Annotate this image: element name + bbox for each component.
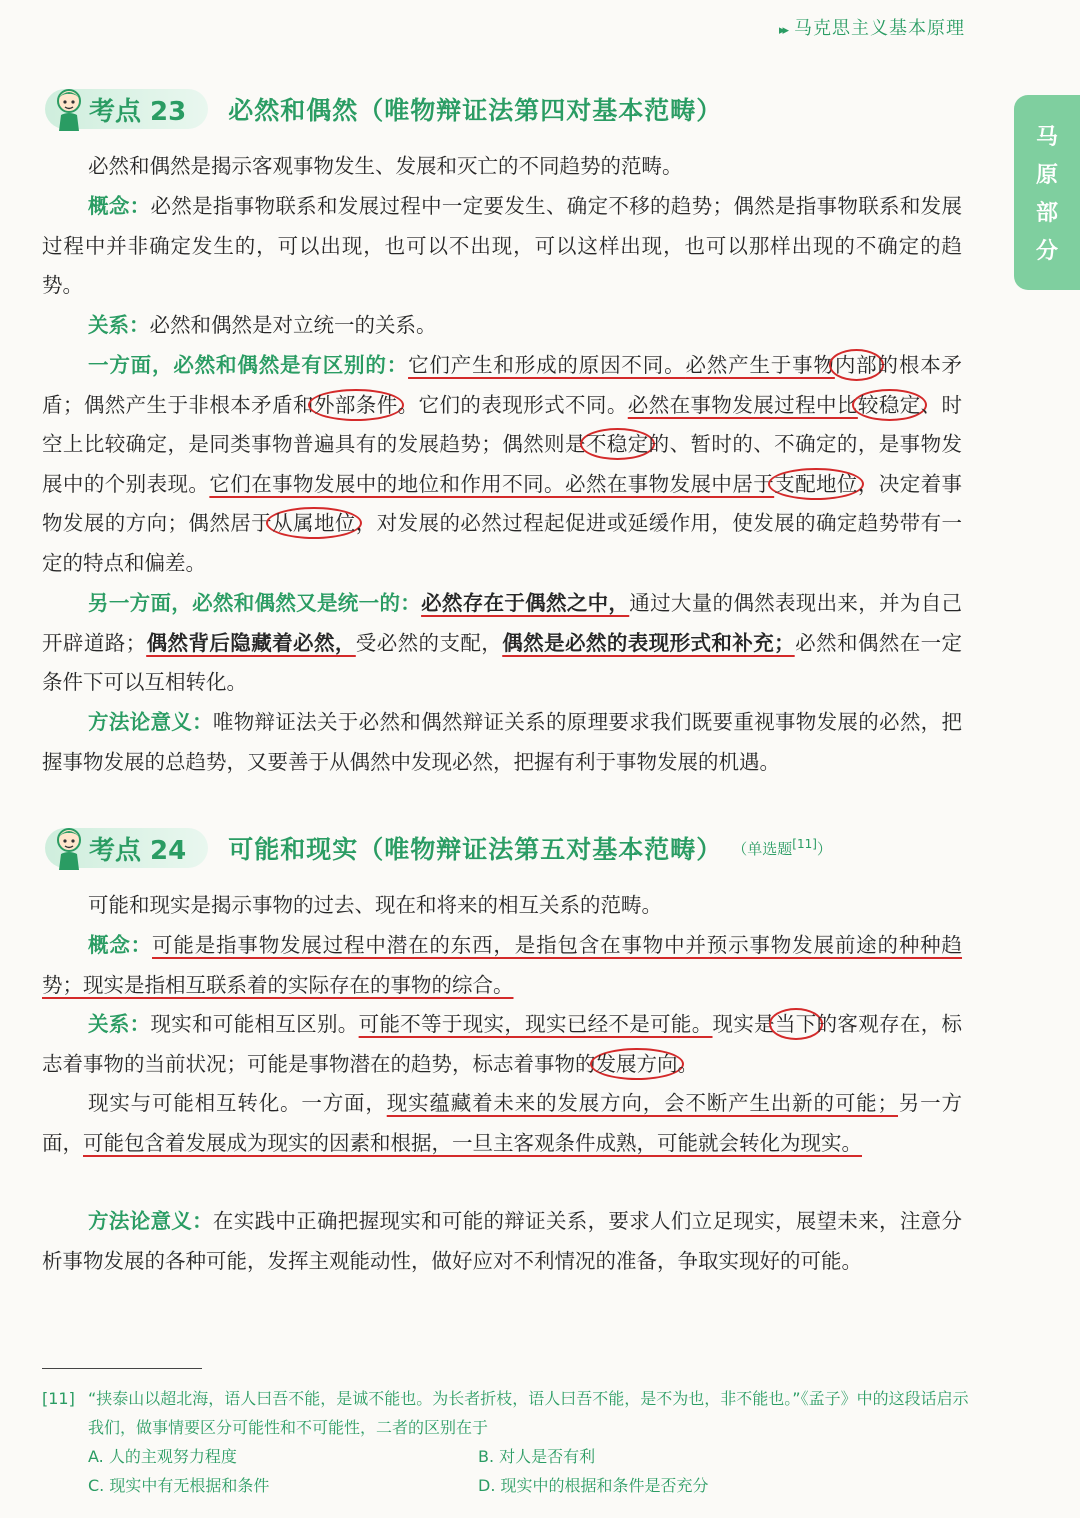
tab-char: 原 xyxy=(1035,163,1058,188)
text: 必然是指事物联系和发展过程中一定要发生、确定不移的趋势；偶然是指事物联系和发展过程中并非确定发生的，可以出现，也可以不出现，可以这样出现，也可以那样出现的不确定的趋势。 xyxy=(42,194,962,297)
section-badge xyxy=(45,828,208,868)
footnote-text: “挟泰山以超北海，语人曰吾不能，是诚不能也。为长者折枝，语人曰吾不能，是不为也，非不能也。”《孟子》中的这段话启示我们，做事情要区分可能性和不可能性，二者的区别在于 xyxy=(88,1389,969,1437)
footnote-divider xyxy=(42,1368,202,1369)
circled-text: 当下 xyxy=(769,1008,823,1040)
term-label: 概念： xyxy=(88,933,153,957)
underlined-text: 它们产生和形成的原因不同。 xyxy=(408,353,686,377)
text: 在实践中正确把握现实和可能的辩证关系，要求人们立足现实，展望未来，注意分析事物发展的各种可能，发挥主观能动性，做好应对不利情况的准备，争取实现好的可能。 xyxy=(42,1209,963,1273)
text: 。 xyxy=(677,1051,698,1076)
paragraph xyxy=(42,306,962,346)
paragraph xyxy=(42,1005,962,1084)
section-badge xyxy=(45,89,208,129)
note-text: （单选题 xyxy=(732,840,793,858)
paragraph xyxy=(42,346,962,583)
bold-underlined-text: 偶然背后隐藏着必然， xyxy=(146,630,356,655)
section-number: 考点 23 xyxy=(89,96,187,127)
text: 现实与可能相互转化。一方面， xyxy=(88,1091,387,1115)
section-23-heading xyxy=(45,84,722,134)
text: 、时空上比较确定，是同类事物普遍具有的发展趋势；偶然则是 xyxy=(42,392,963,456)
term-label: 概念： xyxy=(88,194,151,218)
underlined-text: 可能不等于现实，现实已经不是可能。 xyxy=(358,1012,713,1036)
double-arrow-icon: ▸▸ xyxy=(778,23,786,38)
section-title: 可能和现实（唯物辩证法第五对基本范畴） xyxy=(228,835,723,864)
term-label: 关系： xyxy=(88,1012,151,1036)
footnote-question xyxy=(42,1384,972,1442)
paragraph xyxy=(42,1084,962,1163)
paragraph xyxy=(42,584,962,703)
text: 通过大量的偶然表现出来，并为自己开辟道路； xyxy=(42,591,963,655)
underlined-text: 必然在事物发展中居于 xyxy=(564,471,775,496)
term-label: 一方面，必然和偶然是有区别的： xyxy=(88,353,409,377)
mascot-icon xyxy=(53,826,85,870)
text: 必然和偶然是对立统一的关系。 xyxy=(149,313,437,337)
text: 现实和可能相互区别。 xyxy=(150,1012,359,1036)
header-title: 马克思主义基本原理 xyxy=(794,18,965,39)
section-title: 必然和偶然（唯物辩证法第四对基本范畴） xyxy=(228,96,723,125)
text: ，决定着事物发展的方向；偶然居于 xyxy=(42,471,963,535)
paragraph xyxy=(42,886,962,926)
bold-underlined-text: 必然存在于偶然之中， xyxy=(421,591,630,615)
circled-text: 从属地位 xyxy=(266,507,362,539)
paragraph xyxy=(42,147,962,187)
term-label: 另一方面，必然和偶然又是统一的： xyxy=(88,591,422,615)
tab-char: 马 xyxy=(1035,125,1058,150)
paragraph xyxy=(42,926,962,1005)
underlined-text: 必然在事物发展过程中比 xyxy=(627,392,858,417)
footnote-ref[interactable]: [11] xyxy=(792,837,817,851)
text: 必然和偶然在一定条件下可以互相转化。 xyxy=(42,630,963,694)
text: 的、暂时的、不确定的，是事物发展中的个别表现。 xyxy=(42,432,963,496)
section-number: 考点 24 xyxy=(89,835,187,866)
text: 唯物辩证法关于必然和偶然辩证关系的原理要求我们既要重视事物发展的必然，把握事物发展的总趋势，又要善于从偶然中发现必然，把握有利于事物发展的机遇。 xyxy=(42,710,963,774)
tab-char: 分 xyxy=(1035,239,1058,264)
term-label: 关系： xyxy=(88,313,150,337)
option-a: A. 人的主观努力程度 xyxy=(88,1447,237,1466)
text: 可能和现实是揭示事物的过去、现在和将来的相互关系的范畴。 xyxy=(88,893,662,917)
circled-text: 支配地位 xyxy=(768,468,864,500)
circled-text: 外部条件 xyxy=(308,389,404,421)
underlined-text: 必然产生于事物 xyxy=(685,353,835,377)
circled-text: 发展方向 xyxy=(590,1048,684,1080)
option-b: B. 对人是否有利 xyxy=(478,1447,596,1466)
question-type-note xyxy=(732,837,832,859)
option-d: D. 现实中的根据和条件是否充分 xyxy=(478,1476,709,1495)
term-label: 方法论意义： xyxy=(88,1209,213,1233)
circled-text: 较稳定 xyxy=(852,389,927,421)
tab-char: 部 xyxy=(1035,201,1058,226)
term-label: 方法论意义： xyxy=(88,710,213,734)
circled-text: 不稳定 xyxy=(580,428,655,460)
footnote xyxy=(42,1384,972,1500)
underlined-text: 它们在事物发展中的地位和作用不同。 xyxy=(209,471,565,496)
underlined-text: 可能包含着发展成为现实的因素和根据，一旦主客观条件成熟，可能就会转化为现实。 xyxy=(83,1130,862,1155)
text: 受必然的支配， xyxy=(355,630,503,655)
text: 现实是 xyxy=(712,1012,775,1036)
text: 必然和偶然是揭示客观事物发生、发展和灭亡的不同趋势的范畴。 xyxy=(88,154,683,178)
text: 的根本矛盾；偶然产生于非根本矛盾和 xyxy=(42,353,963,417)
paragraph xyxy=(42,1202,962,1281)
mascot-icon xyxy=(53,87,85,131)
text: 另一方面， xyxy=(42,1091,963,1155)
paragraph xyxy=(42,703,962,782)
footnote-number: [11] xyxy=(42,1389,75,1408)
text: 。它们的表现形式不同。 xyxy=(397,392,628,417)
section-24-heading xyxy=(45,823,832,873)
bold-underlined-text: 偶然是必然的表现形式和补充； xyxy=(502,630,795,655)
option-c: C. 现实中有无根据和条件 xyxy=(88,1476,270,1495)
chapter-tab xyxy=(1014,95,1080,290)
underlined-text: 可能是指事物发展过程中潜在的东西，是指包含在事物中并预示事物发展前途的种种趋势；现实是指相互联系着的实际存在的事物的综合。 xyxy=(42,933,963,997)
note-text: ） xyxy=(816,840,832,858)
answer-options xyxy=(88,1442,972,1500)
underlined-text: 现实蕴藏着未来的发展方向，会不断产生出新的可能； xyxy=(386,1091,898,1115)
running-header xyxy=(779,14,965,40)
text: ，对发展的必然过程起促进或延缓作用，使发展的确定趋势带有一定的特点和偏差。 xyxy=(42,511,963,575)
text: 的客观存在，标志着事物的当前状况；可能是事物潜在的趋势，标志着事物的 xyxy=(42,1012,963,1076)
circled-text: 内部 xyxy=(829,349,884,381)
paragraph xyxy=(42,187,962,306)
